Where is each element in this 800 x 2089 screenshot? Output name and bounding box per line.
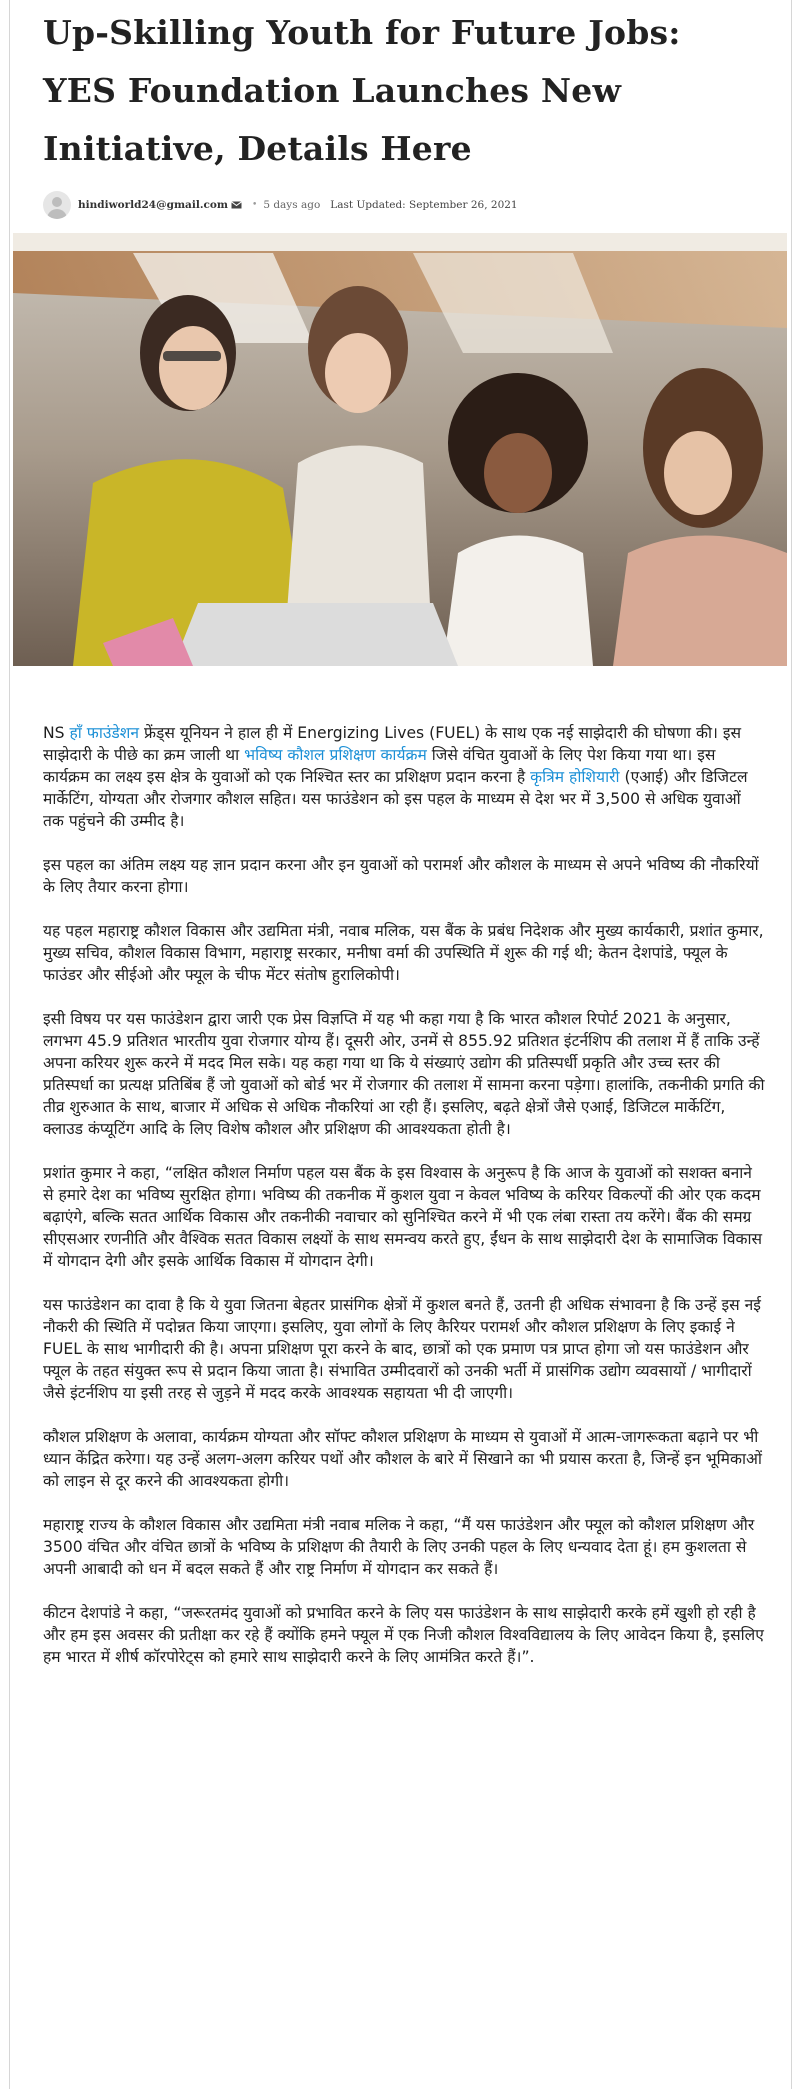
published-ago: 5 days ago bbox=[263, 199, 321, 211]
paragraph-2: इस पहल का अंतिम लक्ष्य यह ज्ञान प्रदान करना और इन युवाओं को परामर्श और कौशल के माध्यम से अपने भविष्य की नौकरियों के लिए तैयार करना होगा। bbox=[43, 856, 759, 896]
link-future-skills-program[interactable]: भविष्य कौशल प्रशिक्षण कार्यक्रम bbox=[244, 746, 427, 764]
paragraph-4: इसी विषय पर यस फाउंडेशन द्वारा जारी एक प्रेस विज्ञप्ति में यह भी कहा गया है कि भारत कौशल रिपोर्ट 2021 के अनुसार, लगभग 45.9 प्रतिशत भारतीय युवा रोजगार योग्य हैं। दूसरी ओर, उनमें से 855.92 प्रतिशत इंटर्नशिप की तलाश में हैं ताकि उन्हें अपना करियर शुरू करने में मदद मिल सके। यह कहा गया था कि ये संख्याएं उद्योग की प्रतिस्पर्धी प्रकृति और उच्च स्तर की प्रतिस्पर्धा का प्रत्यक्ष प्रतिबिंब हैं जो युवाओं को बोर्ड भर में रोजगार की तलाश में सामना करना पड़ेगा। हालांकि, तकनीकी प्रगति की तीव्र शुरुआत के साथ, बाजार में अधिक से अधिक नौकरियां आ रही हैं। इसलिए, बढ़ते क्षेत्रों जैसे एआई, डिजिटल मार्केटिंग, क्लाउड कंप्यूटिंग आदि के लिए विशेष कौशल और प्रशिक्षण की आवश्यकता होती है। bbox=[43, 1010, 765, 1138]
article-title: Up-Skilling Youth for Future Jobs: YES Foundation Launches New Initiative, Details Here bbox=[43, 13, 681, 168]
author-link[interactable]: hindiworld24@gmail.com bbox=[78, 199, 228, 211]
article-header bbox=[43, 0, 765, 220]
paragraph-8: महाराष्ट्र राज्य के कौशल विकास और उद्यमिता मंत्री नवाब मलिक ने कहा, “मैं यस फाउंडेशन और फ्यूल को कौशल प्रशिक्षण और 3500 वंचित और वंचित छात्रों के भविष्य के प्रशिक्षण की तैयारी के लिए उनकी पहल के लिए धन्यवाद देता हूं। हम कुशलता से अपनी आबादी को धन में बदल सकते हैं और राष्ट्र निर्माण में योगदान कर सकते हैं। bbox=[43, 1516, 755, 1578]
meta-separator: • bbox=[252, 200, 258, 210]
paragraph-5: प्रशांत कुमार ने कहा, “लक्षित कौशल निर्माण पहल यस बैंक के इस विश्वास के अनुरूप है कि आज के युवाओं को सशक्त बनाने से हमारे देश का भविष्य सुरक्षित होगा। भविष्य की तकनीक में कुशल युवा न केवल भविष्य के करियर विकल्पों की ओर एक कदम बढ़ाएंगे, बल्कि सतत आर्थिक विकास और तकनीकी नवाचार को सुनिश्चित करने में भी एक लंबा रास्ता तय करेंगे। बैंक की समग्र सीएसआर रणनीति और वैश्विक सतत विकास लक्ष्यों के साथ समन्वय करते हुए, ईंधन के साथ साझेदारी देश के सामाजिक विकास में योगदान देगी और इसके आर्थिक विकास में योगदान देगी। bbox=[43, 1164, 763, 1270]
paragraph-3: यह पहल महाराष्ट्र कौशल विकास और उद्यमिता मंत्री, नवाब मलिक, यस बैंक के प्रबंध निदेशक और मुख्य कार्यकारी, प्रशांत कुमार, मुख्य सचिव, कौशल विकास विभाग, महाराष्ट्र सरकार, मनीषा वर्मा की उपस्थिति में शुरू की गई थी; केतन देशपांडे, फ्यूल के फाउंडर और सीईओ और फ्यूल के चीफ मेंटर संतोष हुरालिकोपी। bbox=[43, 922, 764, 984]
user-avatar-icon[interactable] bbox=[43, 191, 71, 219]
paragraph-9: कीटन देशपांडे ने कहा, “जरूरतमंद युवाओं को प्रभावित करने के लिए यस फाउंडेशन के साथ साझेदारी करके हमें खुशी हो रही है और हम इस अवसर की प्रतीक्षा कर रहे हैं क्योंकि हमने फ्यूल में एक निजी कौशल विश्वविद्यालय के लिए आवेदन किया है, इसलिए हम भारत में शीर्ष कॉरपोरेट्स को हमारे साथ साझेदारी करने के लिए आमंत्रित करते हैं।”. bbox=[43, 1604, 764, 1666]
hero-image bbox=[13, 233, 787, 666]
paragraph-text: जिसे वंचित युवाओं के लिए पेश किया गया था। इस कार्यक्रम का लक्ष्य इस क्षेत्र के युवाओं को एक निश्चित स्तर का प्रशिक्षण प्रदान करना है bbox=[43, 746, 716, 786]
paragraph-6: यस फाउंडेशन का दावा है कि ये युवा जितना बेहतर प्रासंगिक क्षेत्रों में कुशल बनते हैं, उतनी ही अधिक संभावना है कि उन्हें इस नई नौकरी की स्थिति में पदोन्नत किया जाएगा। इसलिए, युवा लोगों के लिए कैरियर परामर्श और कौशल प्रशिक्षण के लिए इकाई ने FUEL के साथ भागीदारी की है। अपना प्रशिक्षण पूरा करने के बाद, छात्रों को एक प्रमाण पत्र प्राप्त होगा जो यस फाउंडेशन और फ्यूल के तहत संयुक्त रूप से प्रदान किया जाता है। संभावित उम्मीदवारों को उनकी भर्ती में प्रासंगिक उद्योग व्यवसायों / भागीदारों जैसे इंटर्नशिप या इसी तरह से जुड़ने में मदद करके आवश्यक सहायता भी दी जाएगी। bbox=[43, 1296, 761, 1402]
page-border-left bbox=[9, 0, 10, 2089]
article-meta bbox=[43, 190, 765, 220]
envelope-icon[interactable] bbox=[231, 201, 242, 209]
page-border-right bbox=[791, 0, 792, 2089]
paragraph-7: कौशल प्रशिक्षण के अलावा, कार्यक्रम योग्यता और सॉफ्ट कौशल प्रशिक्षण के माध्यम से युवाओं में आत्म-जागरूकता बढ़ाने पर भी ध्यान केंद्रित करेगा। यह उन्हें अलग-अलग करियर पथों और कौशल के बारे में सिखाने का भी प्रयास करता है, जिन्हें इन भूमिकाओं को लाइन से दूर करने की आवश्यकता होगी। bbox=[43, 1428, 762, 1490]
article-body bbox=[43, 722, 765, 1690]
last-updated: Last Updated: September 26, 2021 bbox=[330, 199, 518, 211]
paragraph-text: (एआई) और डिजिटल मार्केटिंग, योग्यता और रोजगार कौशल सहित। यस फाउंडेशन को इस पहल के माध्यम से देश भर में 3,500 से अधिक युवाओं तक पहुंचने की उम्मीद है। bbox=[43, 768, 748, 830]
paragraph-1 bbox=[43, 722, 765, 832]
link-yes-foundation[interactable]: हाँ फाउंडेशन bbox=[69, 724, 140, 742]
paragraph-text: NS bbox=[43, 724, 70, 742]
link-artificial-intelligence[interactable]: कृत्रिम होशियारी bbox=[530, 768, 620, 786]
paragraph-text: फ्रेंड्स यूनियन ने हाल ही में Energizing Lives (FUEL) के साथ एक नई साझेदारी की घोषणा की। इस साझेदारी के पीछे का क्रम जाली था bbox=[43, 724, 742, 764]
